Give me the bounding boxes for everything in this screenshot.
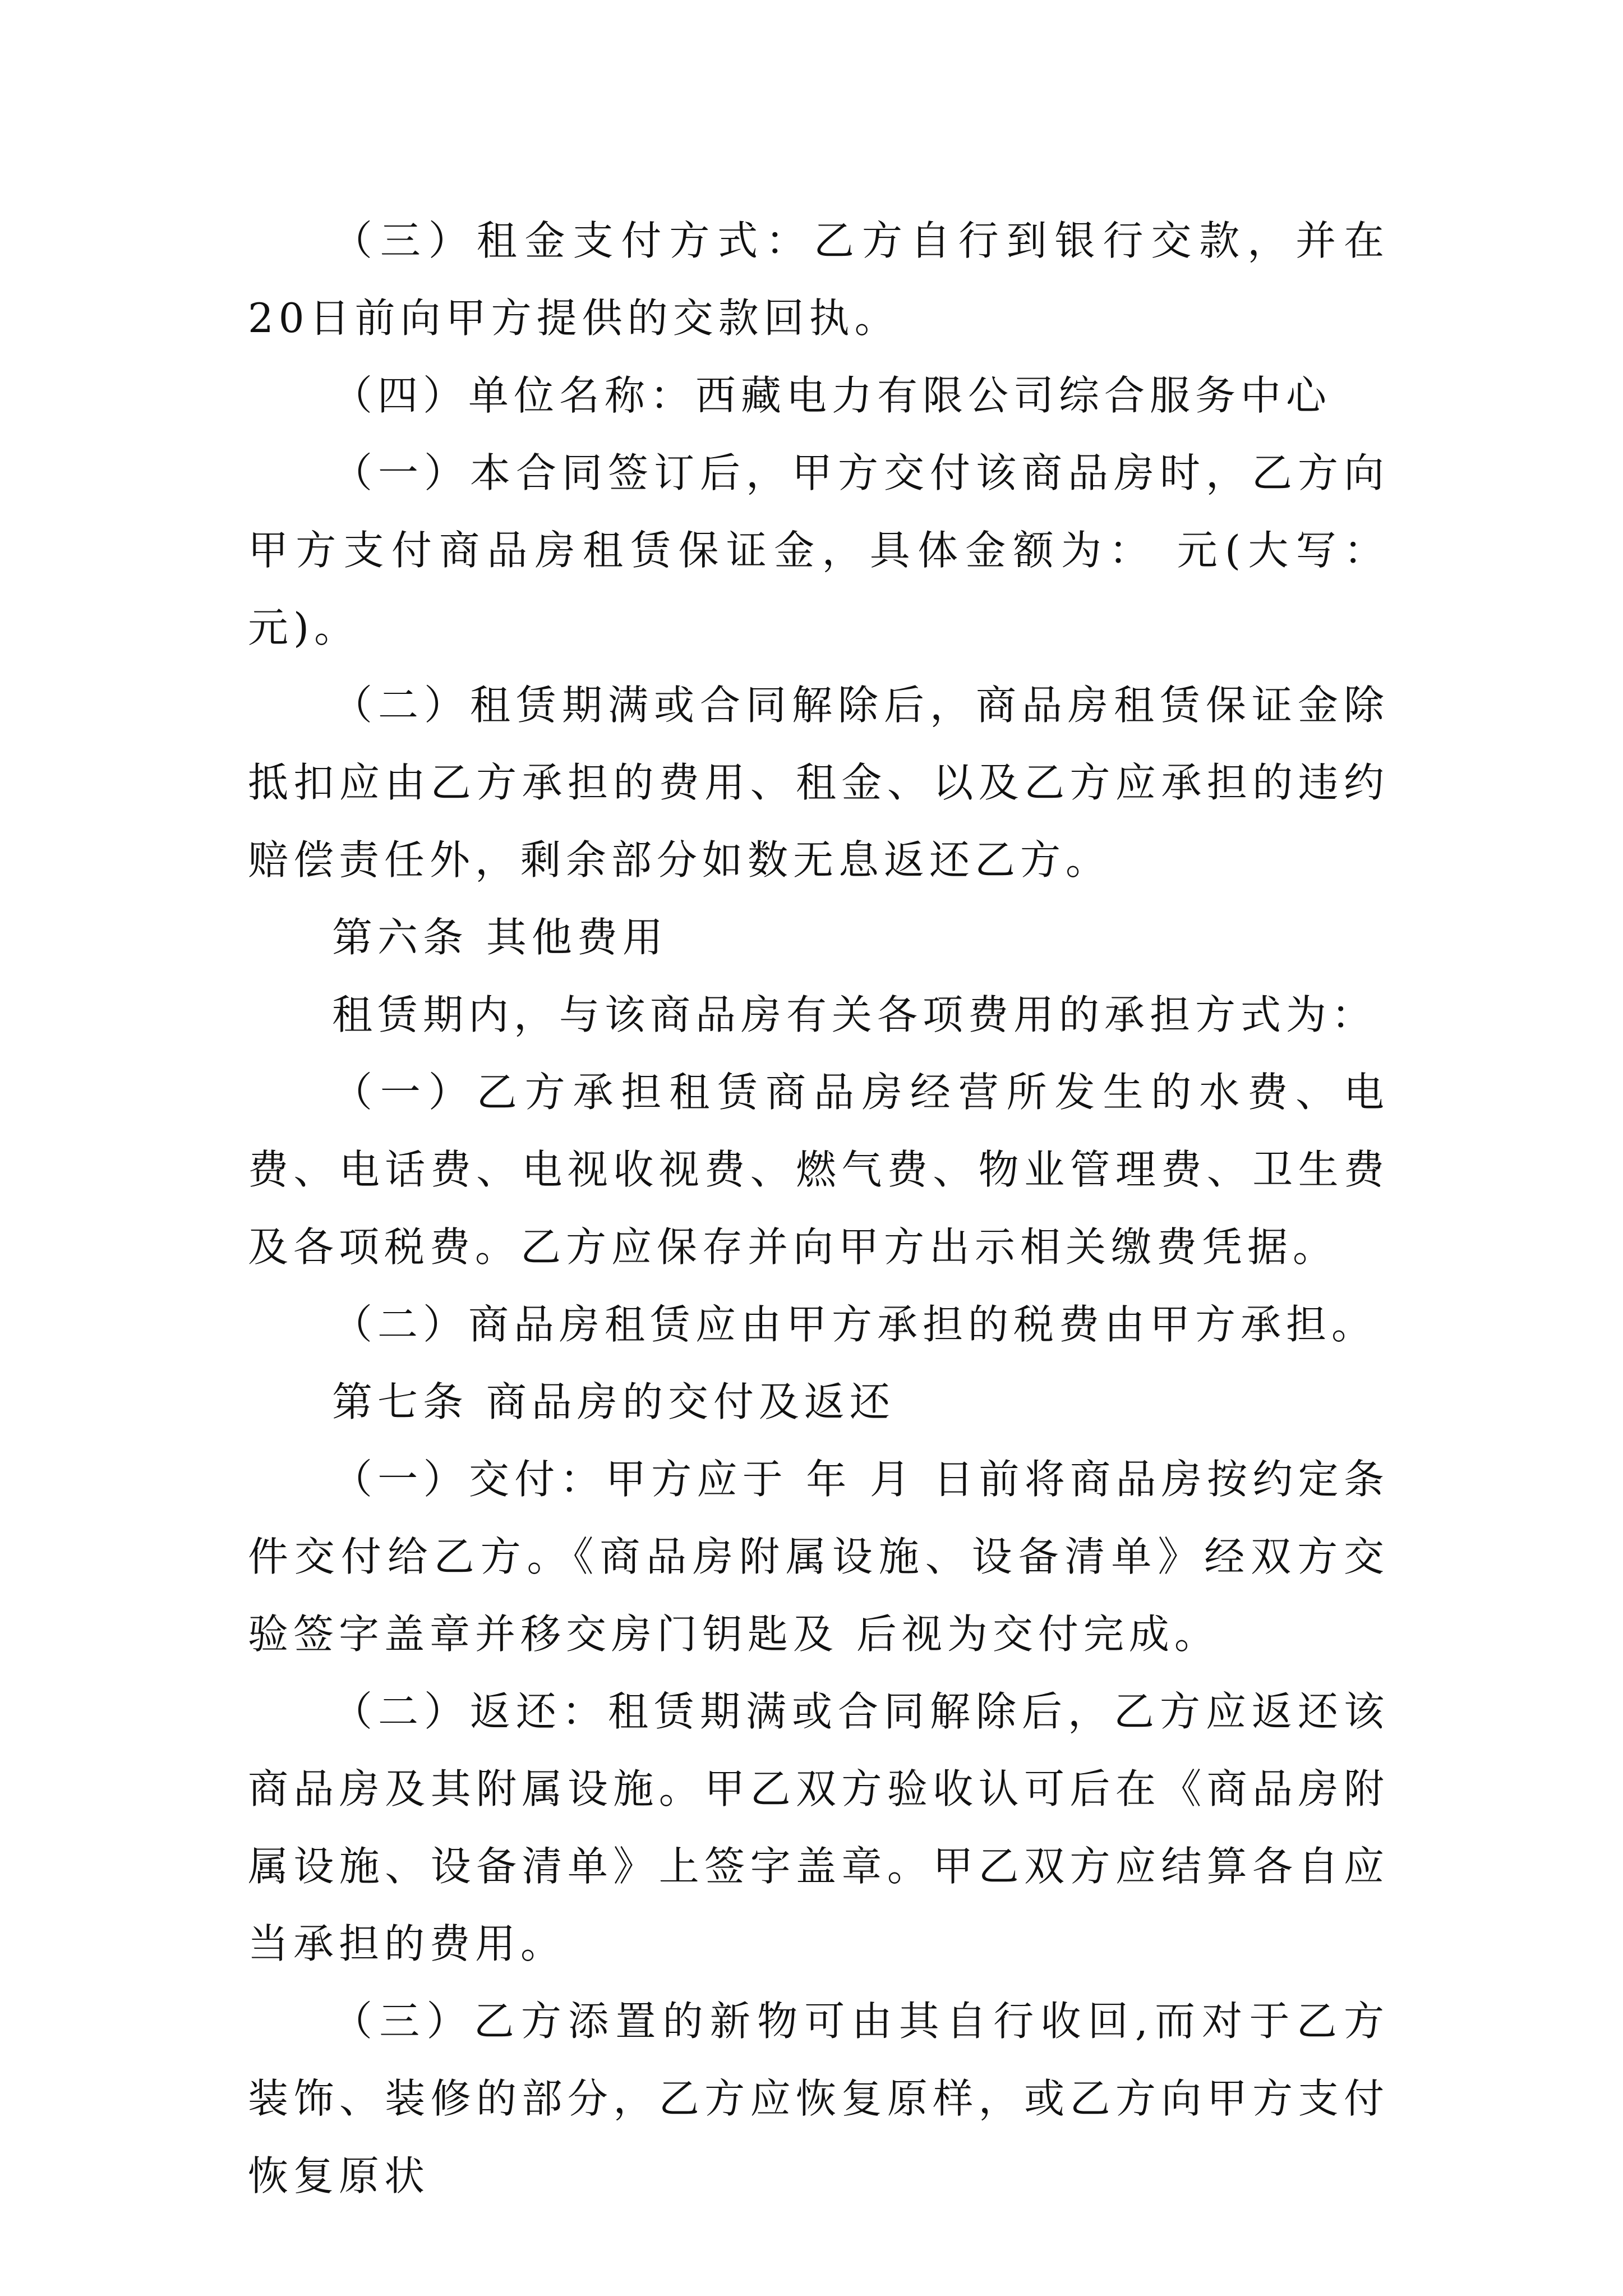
- paragraph-deposit-payment: （一）本合同签订后，甲方交付该商品房时，乙方向甲方支付商品房租赁保证金，具体金额为： 元(大写： 元)。: [248, 449, 1389, 651]
- paragraph-article-7-delivery: （一）交付：甲方应于 年 月 日前将商品房按约定条件交付给乙方。《商品房附属设施、设备清单》经双方交验签字盖章并移交房门钥匙及 后视为交付完成。: [248, 1456, 1389, 1658]
- paragraph-rent-payment-method: （三）租金支付方式：乙方自行到银行交款，并在20日前向甲方提供的交款回执。: [248, 217, 1389, 342]
- article-7-heading: 第七条 商品房的交付及返还: [332, 1378, 895, 1425]
- paragraph-article-6-item-2: （二）商品房租赁应由甲方承担的税费由甲方承担。: [332, 1301, 1377, 1348]
- paragraph-article-6-intro: 租赁期内，与该商品房有关各项费用的承担方式为：: [332, 991, 1377, 1038]
- paragraph-unit-name: （四）单位名称：西藏电力有限公司综合服务中心: [332, 372, 1332, 419]
- paragraph-deposit-return: （二）租赁期满或合同解除后，商品房租赁保证金除抵扣应由乙方承担的费用、租金、以及乙方应承担的违约赔偿责任外，剩余部分如数无息返还乙方。: [248, 682, 1389, 884]
- document-body: [248, 202, 1389, 2215]
- article-6-heading: 第六条 其他费用: [332, 914, 668, 961]
- paragraph-article-7-additions: （三）乙方添置的新物可由其自行收回,而对于乙方装饰、装修的部分，乙方应恢复原样，或乙方向甲方支付恢复原状: [248, 1998, 1389, 2200]
- paragraph-article-7-return: （二）返还：租赁期满或合同解除后，乙方应返还该商品房及其附属设施。甲乙双方验收认可后在《商品房附属设施、设备清单》上签字盖章。甲乙双方应结算各自应当承担的费用。: [248, 1688, 1389, 1967]
- paragraph-article-6-item-1: （一）乙方承担租赁商品房经营所发生的水费、电费、电话费、电视收视费、燃气费、物业管理费、卫生费及各项税费。乙方应保存并向甲方出示相关缴费凭据。: [248, 1069, 1389, 1271]
